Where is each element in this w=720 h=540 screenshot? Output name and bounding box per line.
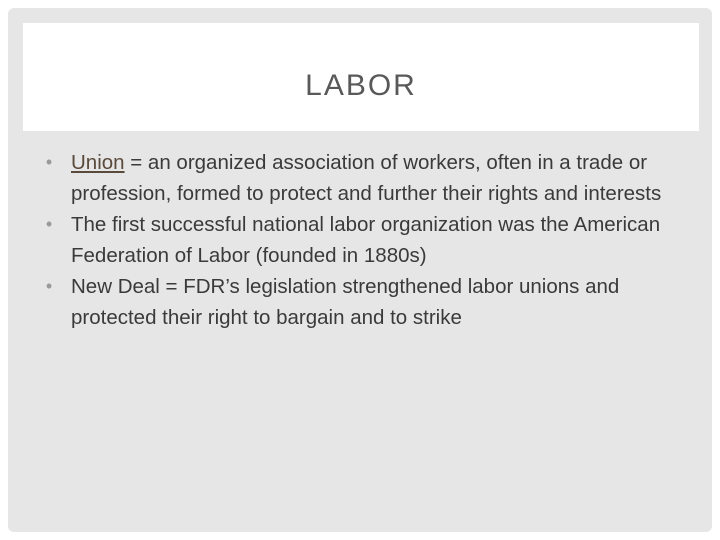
bullet-list <box>27 147 687 333</box>
title-box <box>23 23 699 131</box>
bullet-point-icon: • <box>45 276 53 296</box>
slide-title: LABOR <box>305 69 417 102</box>
bullet-text: = an organized association of workers, often in a trade or profession, formed to protect and further their rights and interests <box>71 151 662 205</box>
bullet-text: New Deal = FDR’s legislation strengthened labor unions and protected their right to bargain and to strike <box>71 275 620 329</box>
slide <box>8 8 712 532</box>
bullet-item-union <box>27 147 687 209</box>
term-union-link[interactable]: Union <box>71 151 125 174</box>
bullet-item-new-deal <box>27 271 687 333</box>
bullet-point-icon: • <box>45 214 53 234</box>
bullet-item-afl <box>27 209 687 271</box>
bullet-text: The first successful national labor organization was the American Federation of Labor (founded in 1880s) <box>71 213 661 267</box>
bullet-point-icon: • <box>45 152 53 172</box>
